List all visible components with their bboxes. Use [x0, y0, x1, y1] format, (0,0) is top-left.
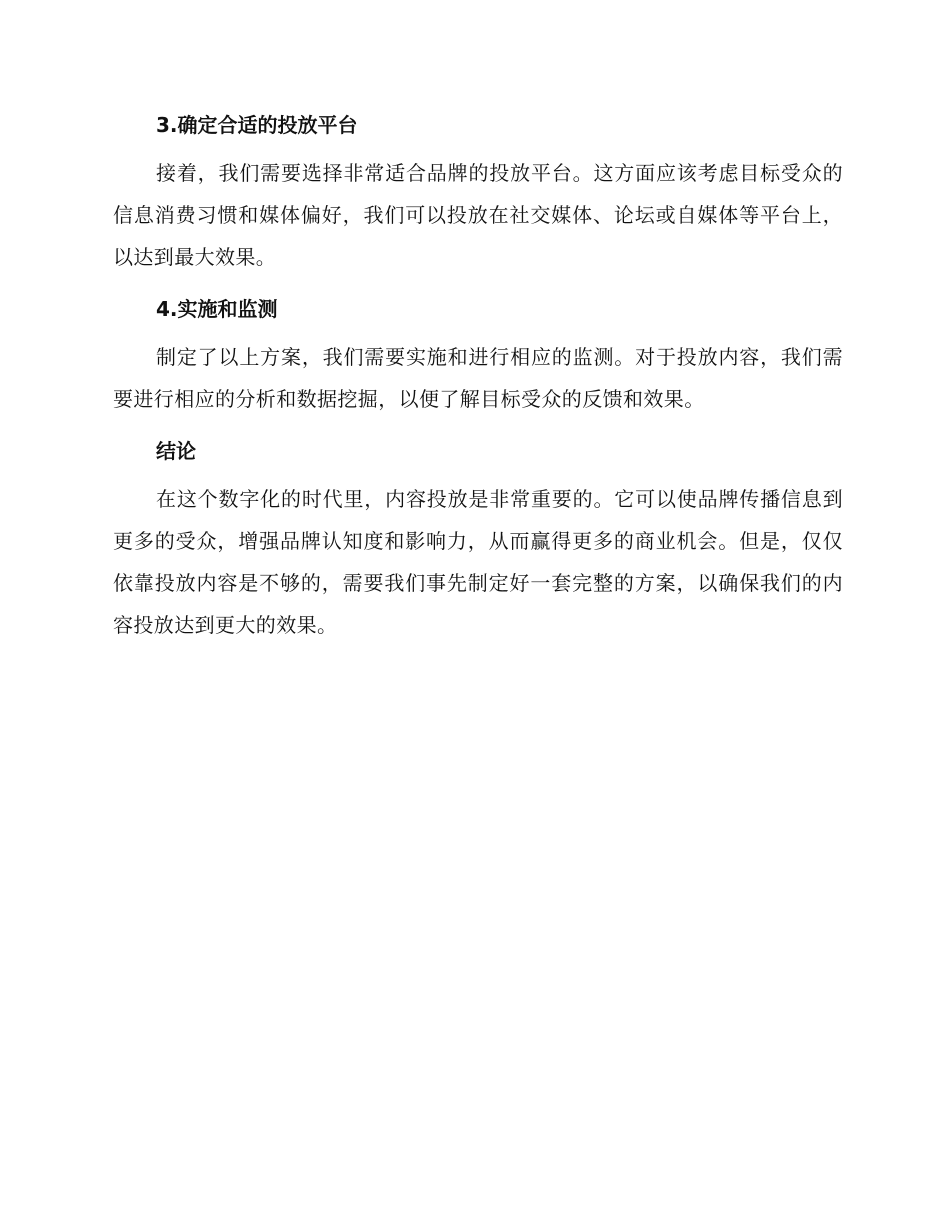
section-paragraph-platform: 接着，我们需要选择非常适合品牌的投放平台。这方面应该考虑目标受众的信息消费习惯和媒体偏好，我们可以投放在社交媒体、论坛或自媒体等平台上，以达到最大效果。 — [113, 161, 843, 269]
section-heading-conclusion: 结论 — [156, 439, 196, 463]
section-paragraph-implementation: 制定了以上方案，我们需要实施和进行相应的监测。对于投放内容，我们需要进行相应的分析和数据挖掘，以便了解目标受众的反馈和效果。 — [113, 345, 843, 411]
section-heading-platform: 3.确定合适的投放平台 — [156, 113, 358, 137]
section-heading-implementation: 4.实施和监测 — [156, 297, 278, 321]
section-paragraph-conclusion: 在这个数字化的时代里，内容投放是非常重要的。它可以使品牌传播信息到更多的受众，增强品牌认知度和影响力，从而赢得更多的商业机会。但是，仅仅依靠投放内容是不够的，需要我们事先制定好一套完整的方案，以确保我们的内容投放达到更大的效果。 — [113, 487, 843, 637]
document-body — [113, 110, 843, 646]
